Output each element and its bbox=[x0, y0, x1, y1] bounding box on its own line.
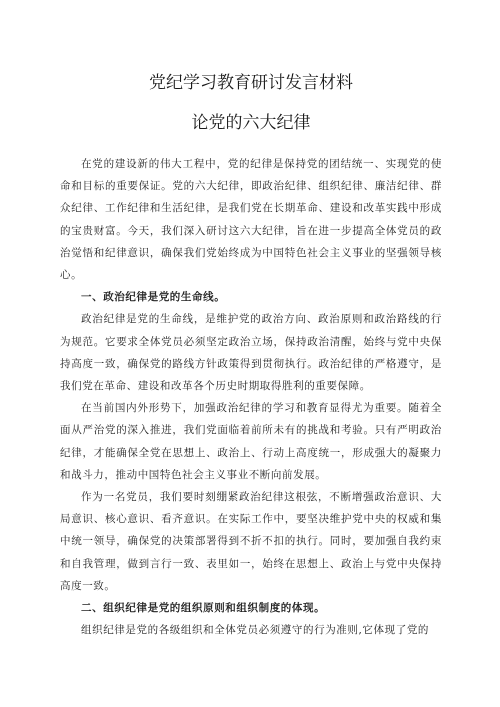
section-heading-organizational-discipline: 二、组织纪律是党的组织原则和组织制度的体现。 bbox=[81, 602, 326, 615]
document-title: 党纪学习教育研讨发言材料 bbox=[149, 73, 353, 93]
intro-paragraph: 在党的建设新的伟大工程中，党的纪律是保持党的团结统一、实现党的使命和目标的重要保证。党的六大纪律，即政治纪律、组织纪律、廉洁纪律、群众纪律、工作纪律和生活纪律，是我们党在长期革命、建设和改革实践中形成的宝贵财富。今天，我们深入研讨这六大纪律，旨在进一步提高全体党员的政治觉悟和纪律意识，确保我们党始终成为中国特色社会主义事业的坚强领导核心。 bbox=[60, 158, 442, 282]
document-body bbox=[60, 153, 442, 641]
body-paragraph: 组织纪律是党的各级组织和全体党员必须遵守的行为准则,它体现了党的 bbox=[81, 624, 430, 637]
document-subtitle: 论党的六大纪律 bbox=[191, 113, 311, 133]
section-heading-political-discipline: 一、政治纪律是党的生命线。 bbox=[81, 291, 226, 304]
body-paragraph: 在当前国内外形势下，加强政治纪律的学习和教育显得尤为重要。随着全面从严治党的深入推进，我们党面临着前所未有的挑战和考验。只有严明政治纪律，才能确保全党在思想上、政治上、行动上高度统一，形成强大的凝聚力和战斗力，推动中国特色社会主义事业不断向前发展。 bbox=[60, 402, 442, 481]
body-paragraph: 政治纪律是党的生命线，是维护党的政治方向、政治原则和政治路线的行为规范。它要求全体党员必须坚定政治立场，保持政治清醒，始终与党中央保持高度一致，确保党的路线方针政策得到贯彻执行。政治纪律的严格遵守，是我们党在革命、建设和改革各个历史时期取得胜利的重要保障。 bbox=[60, 313, 442, 393]
body-paragraph: 作为一名党员，我们要时刻绷紧政治纪律这根弦，不断增强政治意识、大局意识、核心意识、看齐意识。在实际工作中，要坚决维护党中央的权威和集中统一领导，确保党的决策部署得到不折不扣的执行。同时，要加强自我约束和自我管理，做到言行一致、表里如一，始终在思想上、政治上与党中央保持高度一致。 bbox=[60, 491, 442, 592]
